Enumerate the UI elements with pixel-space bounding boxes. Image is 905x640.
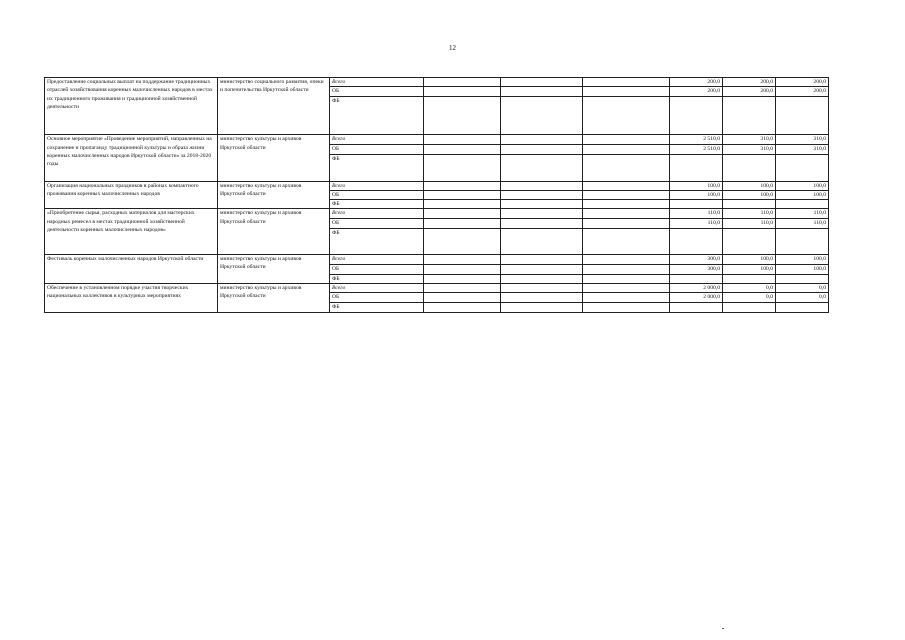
empty-cell	[424, 181, 501, 190]
empty-cell	[583, 181, 670, 190]
empty-cell	[424, 274, 501, 283]
funding-source-cell: ОБ	[330, 87, 424, 97]
empty-cell	[501, 303, 583, 312]
empty-cell	[583, 135, 670, 145]
amount-cell-year-2: 200,0	[723, 87, 776, 97]
empty-cell	[583, 218, 670, 228]
funding-source-cell: ФБ	[330, 303, 424, 312]
empty-cell	[501, 78, 583, 87]
event-name-cell: Организация национальных праздников в районах компактного проживания коренных малочисленных народов	[45, 181, 218, 209]
empty-cell	[583, 284, 670, 293]
empty-cell	[424, 97, 501, 135]
executor-cell: министерство социального развития, опеки и попечительства Иркутской области	[218, 78, 330, 135]
amount-cell-year-2: 110,0	[723, 218, 776, 228]
funding-source-cell: ОБ	[330, 145, 424, 154]
funding-source-cell: ФБ	[330, 274, 424, 283]
amount-cell-year-3: 110,0	[776, 218, 829, 228]
funding-source-cell: ФБ	[330, 97, 424, 135]
amount-cell-year-1	[670, 154, 723, 181]
amount-cell-year-3: 310,0	[776, 145, 829, 154]
event-name-cell: Фестиваль коренных малочисленных народов Иркутской области	[45, 254, 218, 283]
empty-cell	[583, 190, 670, 199]
empty-cell	[424, 284, 501, 293]
amount-cell-year-2: 310,0	[723, 145, 776, 154]
empty-cell	[583, 200, 670, 209]
funding-source-cell: ФБ	[330, 228, 424, 254]
funding-source-cell: Всего	[330, 78, 424, 87]
empty-cell	[424, 254, 501, 264]
empty-cell	[501, 293, 583, 303]
amount-cell-year-1: 110,0	[670, 209, 723, 218]
amount-cell-year-3	[776, 274, 829, 283]
funding-source-cell: ФБ	[330, 200, 424, 209]
amount-cell-year-3	[776, 154, 829, 181]
table-body	[45, 78, 829, 313]
executor-cell: министерство культуры и архивов Иркутской области	[218, 254, 330, 283]
empty-cell	[501, 135, 583, 145]
budget-table	[44, 77, 829, 313]
amount-cell-year-3	[776, 228, 829, 254]
empty-cell	[424, 303, 501, 312]
empty-cell	[501, 87, 583, 97]
empty-cell	[501, 284, 583, 293]
empty-cell	[424, 135, 501, 145]
empty-cell	[424, 145, 501, 154]
table-row	[45, 284, 829, 293]
amount-cell-year-1: 100,0	[670, 181, 723, 190]
table-row	[45, 78, 829, 87]
empty-cell	[583, 293, 670, 303]
empty-cell	[501, 154, 583, 181]
event-name-cell: Обеспечение в установленном порядке участия творческих национальных коллективов в культурных мероприятиях	[45, 284, 218, 313]
empty-cell	[424, 264, 501, 274]
amount-cell-year-2: 100,0	[723, 181, 776, 190]
amount-cell-year-1	[670, 228, 723, 254]
amount-cell-year-3: 100,0	[776, 181, 829, 190]
empty-cell	[424, 218, 501, 228]
empty-cell	[501, 209, 583, 218]
empty-cell	[501, 145, 583, 154]
funding-source-cell: ОБ	[330, 218, 424, 228]
amount-cell-year-1	[670, 97, 723, 135]
amount-cell-year-2	[723, 154, 776, 181]
amount-cell-year-1: 110,0	[670, 218, 723, 228]
amount-cell-year-2	[723, 200, 776, 209]
empty-cell	[501, 254, 583, 264]
event-name-cell: Основное мероприятие «Проведение мероприятий, направленных на сохранение и пропаганду традиционной культуры и образа жизни коренных малочисленных народов Иркутской области» за 2018-2020 годы	[45, 135, 218, 181]
amount-cell-year-2: 100,0	[723, 190, 776, 199]
empty-cell	[583, 254, 670, 264]
funding-source-cell: ОБ	[330, 190, 424, 199]
empty-cell	[424, 154, 501, 181]
funding-source-cell: Всего	[330, 284, 424, 293]
empty-cell	[583, 228, 670, 254]
empty-cell	[424, 228, 501, 254]
amount-cell-year-1: 2 510,0	[670, 145, 723, 154]
amount-cell-year-2: 0,0	[723, 284, 776, 293]
empty-cell	[424, 87, 501, 97]
amount-cell-year-2: 100,0	[723, 254, 776, 264]
amount-cell-year-3: 200,0	[776, 78, 829, 87]
funding-source-cell: ОБ	[330, 293, 424, 303]
amount-cell-year-1: 2 510,0	[670, 135, 723, 145]
amount-cell-year-1: 300,0	[670, 264, 723, 274]
empty-cell	[501, 218, 583, 228]
funding-source-cell: Всего	[330, 209, 424, 218]
empty-cell	[583, 87, 670, 97]
amount-cell-year-1	[670, 303, 723, 312]
amount-cell-year-2: 100,0	[723, 264, 776, 274]
amount-cell-year-2	[723, 228, 776, 254]
amount-cell-year-3	[776, 97, 829, 135]
amount-cell-year-1: 100,0	[670, 190, 723, 199]
table-row	[45, 181, 829, 190]
executor-cell: министерство культуры и архивов Иркутской области	[218, 135, 330, 181]
funding-source-cell: Всего	[330, 181, 424, 190]
scan-mark	[722, 628, 724, 629]
table-row	[45, 135, 829, 145]
amount-cell-year-1: 200,0	[670, 87, 723, 97]
empty-cell	[424, 209, 501, 218]
amount-cell-year-2	[723, 97, 776, 135]
empty-cell	[501, 181, 583, 190]
event-name-cell: «Приобретение сырья, расходных материалов для мастерских народных ремесел в местах традиционной хозяйственной деятельности коренных малочисленных народов»	[45, 209, 218, 254]
empty-cell	[583, 209, 670, 218]
empty-cell	[583, 264, 670, 274]
amount-cell-year-2	[723, 303, 776, 312]
amount-cell-year-3	[776, 303, 829, 312]
executor-cell: министерство культуры и архивов Иркутской области	[218, 181, 330, 209]
amount-cell-year-2: 0,0	[723, 293, 776, 303]
empty-cell	[583, 145, 670, 154]
amount-cell-year-2: 200,0	[723, 78, 776, 87]
empty-cell	[501, 200, 583, 209]
table-row	[45, 209, 829, 218]
empty-cell	[583, 78, 670, 87]
amount-cell-year-1	[670, 200, 723, 209]
executor-cell: министерство культуры и архивов Иркутской области	[218, 284, 330, 313]
amount-cell-year-3: 200,0	[776, 87, 829, 97]
amount-cell-year-2	[723, 274, 776, 283]
amount-cell-year-1: 300,0	[670, 254, 723, 264]
empty-cell	[583, 97, 670, 135]
empty-cell	[501, 264, 583, 274]
empty-cell	[424, 200, 501, 209]
empty-cell	[424, 190, 501, 199]
empty-cell	[583, 274, 670, 283]
amount-cell-year-3	[776, 200, 829, 209]
funding-source-cell: ФБ	[330, 154, 424, 181]
amount-cell-year-2: 110,0	[723, 209, 776, 218]
empty-cell	[501, 274, 583, 283]
empty-cell	[583, 154, 670, 181]
amount-cell-year-1: 2 000,0	[670, 293, 723, 303]
executor-cell: министерство культуры и архивов Иркутской области	[218, 209, 330, 254]
empty-cell	[501, 228, 583, 254]
table-row	[45, 254, 829, 264]
funding-source-cell: Всего	[330, 135, 424, 145]
empty-cell	[424, 78, 501, 87]
amount-cell-year-3: 100,0	[776, 264, 829, 274]
amount-cell-year-3: 100,0	[776, 190, 829, 199]
funding-source-cell: ОБ	[330, 264, 424, 274]
amount-cell-year-1	[670, 274, 723, 283]
empty-cell	[501, 190, 583, 199]
amount-cell-year-3: 0,0	[776, 284, 829, 293]
empty-cell	[501, 97, 583, 135]
amount-cell-year-3: 0,0	[776, 293, 829, 303]
amount-cell-year-3: 110,0	[776, 209, 829, 218]
amount-cell-year-3: 100,0	[776, 254, 829, 264]
amount-cell-year-1: 2 000,0	[670, 284, 723, 293]
amount-cell-year-3: 310,0	[776, 135, 829, 145]
funding-source-cell: Всего	[330, 254, 424, 264]
event-name-cell: Предоставление социальных выплат на поддержание традиционных отраслей хозяйствования коренных малочисленных народов в местах их традиционного проживания и традиционной хозяйственной деятельности	[45, 78, 218, 135]
page-number: 12	[449, 44, 456, 52]
empty-cell	[583, 303, 670, 312]
amount-cell-year-2: 310,0	[723, 135, 776, 145]
amount-cell-year-1: 200,0	[670, 78, 723, 87]
empty-cell	[424, 293, 501, 303]
